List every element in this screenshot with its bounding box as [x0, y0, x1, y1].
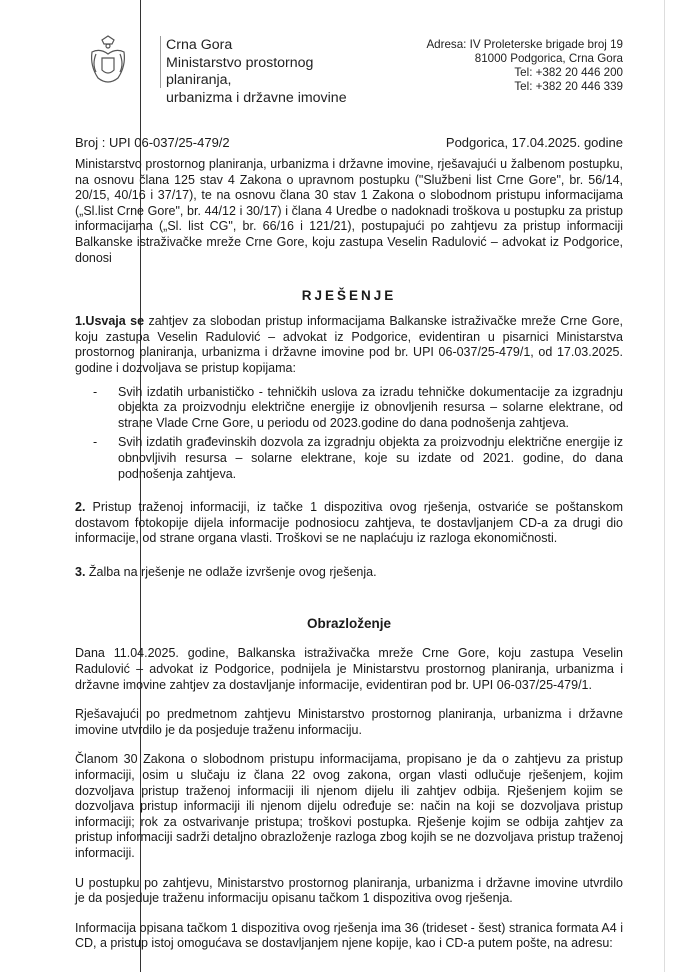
decision-title: RJEŠENJE — [301, 288, 397, 304]
place-date: Podgorica, 17.04.2025. godine — [445, 135, 623, 150]
decision-item-2 — [75, 500, 623, 547]
document-body — [75, 0, 623, 972]
reference-row — [75, 135, 623, 151]
item-lead: 3. — [75, 564, 86, 579]
bullet-marker: - — [93, 435, 98, 450]
org-line: urbanizma i državne imovine — [166, 89, 347, 106]
address-line: 81000 Podgorica, Crna Gora — [474, 52, 623, 65]
reasoning-paragraph: Članom 30 Zakona o slobodnom pristupu informacijama, propisano je da o zahtjevu za pristup informaciji, osim u slučaju iz člana 22 ovog zakona, organ vlasti odlučuje rješenjem, kojim dozvoljava pristup traženoj informaciji ili njenom dijelu ili zahtjev odbija. Rješenjem kojim se dozvoljava pristup informaciji ili njenom dijelu određuje se: način na koji se dozvoljava pristup informaciji; rok za ostvarivanje pristupa; troškovi postupka. Rješenje kojim se odbija zahtjev za pristup informaciji sadrži detaljno obrazloženje razloga zbog kojih se ne dozvoljava pristup traženoj informaciji. — [75, 752, 623, 860]
bullet-text: Svih izdatih građevinskih dozvola za izgradnju objekta za proizvodnju električne energije iz obnovljivih resursa – solarne elektrane, koje su izdate od 2021. godine, do dana podnošenja zahtjeva. — [118, 435, 623, 481]
decision-item-3 — [75, 565, 623, 581]
decision-item-1 — [75, 314, 623, 376]
item-text: Pristup traženoj informaciji, iz tačke 1 dispozitiva ovog rješenja, ostvariće se poštanskom dostavom fotokopije dijela informacije podnosiocu zahtjeva, te dostavljanjem CD-a za drugi dio informacije, od strane organa vlasti. Troškovi se ne naplaćuju iz razloga ekonomičnosti. — [75, 500, 623, 546]
org-line: Crna Gora — [166, 37, 233, 53]
bullet-text: Svih izdatih urbanističko - tehničkih uslova za izradu tehničke dokumentacije za izgradnju objekta za proizvodnju električne energije iz obnovljenih resursa – solarne elektrane, od strane Vlade Crne Gore, u periodu od 2023.godine do dana podnošenja zahtjeva. — [118, 384, 623, 430]
item-lead: 2. — [75, 500, 86, 515]
reasoning-title: Obrazloženje — [306, 616, 392, 632]
item-text: zahtjev za slobodan pristup informacijama Balkanske istraživačke mreže Crne Gore, koju zastupa Veselin Radulović – advokat iz Podgorice, evidentiran u pisarnici Ministarstva prostornog planiranja, urbanizma i državne imovine pod br. UPI 06-037/25-479/1, od 17.03.2025. godine i dozvoljava se pristup kopijama: — [75, 314, 623, 375]
reasoning-paragraph: Informacija opisana tačkom 1 dispozitiva ovog rješenja ima 36 (trideset - šest) stranica formata A4 i CD, a pristup istoj omogućava se dostavljanjem njene kopije, kao i CD-a putem pošte, na adresu: — [75, 920, 623, 951]
page-edge — [664, 0, 665, 972]
bullet-marker: - — [93, 384, 98, 399]
item-lead: 1.Usvaja se — [75, 314, 145, 329]
reasoning-paragraph: Dana 11.04.2025. godine, Balkanska istraživačka mreže Crne Gore, koju zastupa Veselin Radulović – advokat iz Podgorice, podnijela je Ministarstvu prostornog planiranja, urbanizma i državne imovine zahtjev za dostavljanje informacije, evidentiran pod br. UPI 06-037/25-479/1. — [75, 646, 623, 692]
reasoning-paragraph: U postupku po zahtjevu, Ministarstvo prostornog planiranja, urbanizma i državne imovine utvrdilo je da posjeduje traženu informaciju opisanu tačkom 1 dispozitiva ovog rješenja. — [75, 875, 623, 906]
org-line: Ministarstvo prostornog planiranja, — [166, 54, 314, 88]
phone-line: Tel: +382 20 446 200 — [514, 66, 623, 79]
reference-number: Broj : UPI 06-037/25-479/2 — [75, 135, 230, 150]
intro-paragraph: Ministarstvo prostornog planiranja, urbanizma i državne imovine, rješavajući u žalbenom postupku, na osnovu člana 125 stav 4 Zakona o upravnom postupku ("Službeni list Crne Gore", br. 56/14, 20/15, 40/16 i 37/17), te na osnovu člana 30 stav 1 Zakona o slobodnom pristupu informacijama („Sl.list Crne Gore", br. 44/12 i 30/17) i člana 4 Uredbe o nadoknadi troškova u postupku za pristup informacijama („Sl. list CG", br. 66/16 i 121/21), postupajući po zahtjevu za pristup informaciji Balkanske istraživačke mreže Crne Gore, koju zastupa Veselin Radulović – advokat iz Podgorice, donosi — [75, 157, 623, 265]
bullet-item — [93, 385, 623, 432]
item-text: Žalba na rješenje ne odlaže izvršenje ovog rješenja. — [85, 564, 377, 579]
bullet-item — [93, 435, 623, 482]
address-line: Adresa: IV Proleterske brigade broj 19 — [426, 38, 623, 51]
phone-line: Tel: +382 20 446 339 — [514, 80, 623, 93]
reasoning-paragraph: Rješavajući po predmetnom zahtjevu Ministarstvo prostornog planiranja, urbanizma i državne imovine utvrdilo je da posjeduje traženu informaciju. — [75, 707, 623, 737]
